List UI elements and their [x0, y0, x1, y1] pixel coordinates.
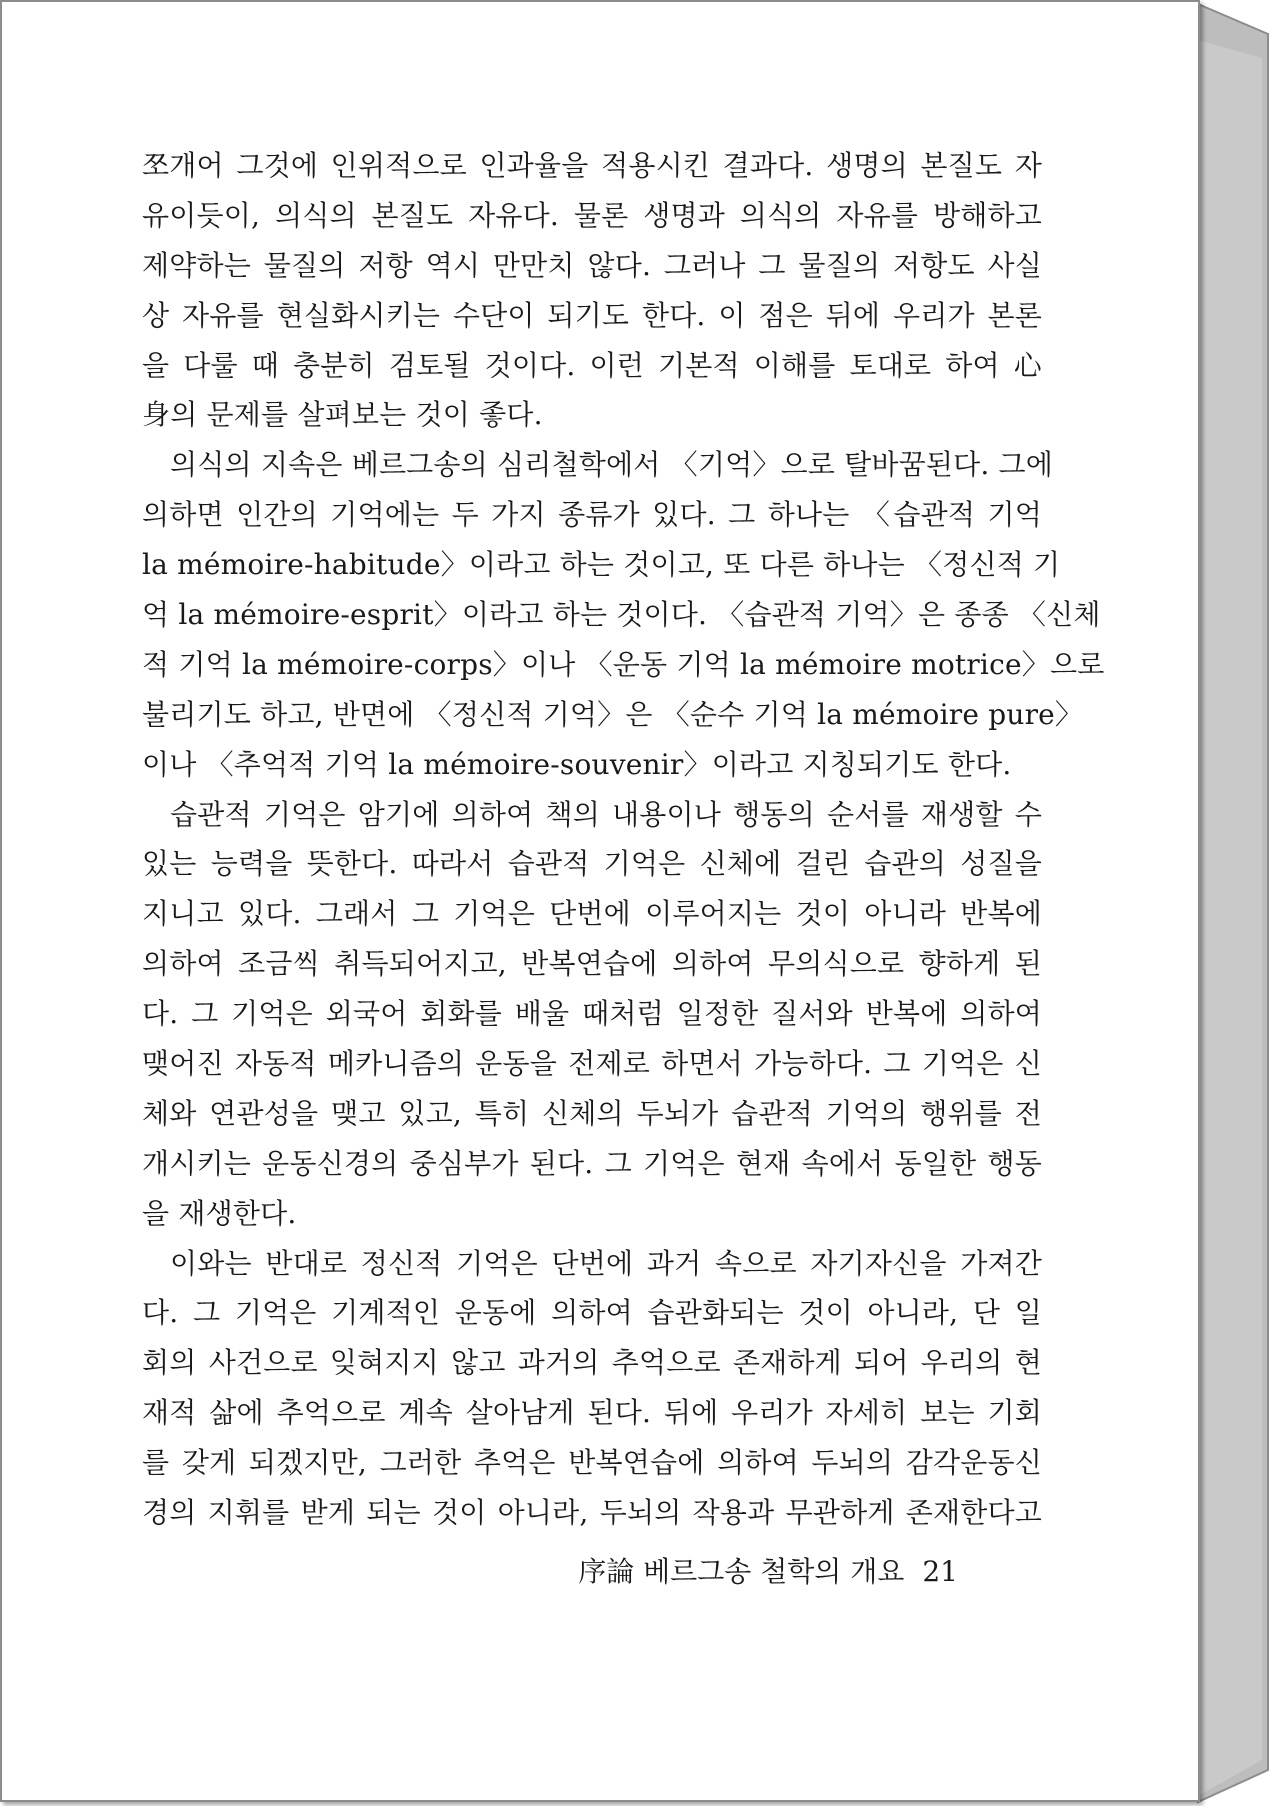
text-line: 제약하는 물질의 저항 역시 만만치 않다. 그러나 그 물질의 저항도 사실	[142, 248, 1042, 282]
text-line: 불리기도 하고, 반면에 〈정신적 기억〉은 〈순수 기억 la mémoire pure〉	[142, 697, 1084, 731]
text-line: 이와는 반대로 정신적 기억은 단번에 과거 속으로 자기자신을 가져간	[170, 1246, 1042, 1280]
page-number: 21	[922, 1555, 958, 1588]
text-line: 을 다룰 때 충분히 검토될 것이다. 이런 기본적 이해를 토대로 하여 心	[142, 348, 1042, 382]
text-line: la mémoire-habitude〉이라고 하는 것이고, 또 다른 하나는 〈정신적 기	[142, 548, 1061, 582]
text-line: 쪼개어 그것에 인위적으로 인과율을 적용시킨 결과다. 생명의 본질도 자	[142, 149, 1042, 182]
text-line: 상 자유를 현실화시키는 수단이 되기도 한다. 이 점은 뒤에 우리가 본론	[142, 298, 1042, 332]
text-line: 이나 〈추억적 기억 la mémoire-souvenir〉이라고 지칭되기도 한다.	[142, 747, 1012, 781]
text-line: 재적 삶에 추억으로 계속 살아남게 된다. 뒤에 우리가 자세히 보는 기회	[142, 1396, 1042, 1430]
text-line: 를 갖게 되겠지만, 그러한 추억은 반복연습에 의하여 두뇌의 감각운동신	[142, 1446, 1042, 1480]
text-line: 있는 능력을 뜻한다. 따라서 습관적 기억은 신체에 걸린 습관의 성질을	[142, 847, 1042, 881]
text-line: 체와 연관성을 맺고 있고, 특히 신체의 두뇌가 습관적 기억의 행위를 전	[142, 1096, 1042, 1130]
text-line: 다. 그 기억은 기계적인 운동에 의하여 습관화되는 것이 아니라, 단 일	[142, 1296, 1042, 1330]
text-line: 의식의 지속은 베르그송의 심리철학에서 〈기억〉으로 탈바꿈된다. 그에	[170, 448, 1054, 482]
text-line: 회의 사건으로 잊혀지지 않고 과거의 추억으로 존재하게 되어 우리의 현	[142, 1346, 1042, 1380]
page-footer	[578, 1550, 958, 1590]
text-line: 지니고 있다. 그래서 그 기억은 단번에 이루어지는 것이 아니라 반복에	[142, 897, 1042, 931]
text-line: 身의 문제를 살펴보는 것이 좋다.	[142, 398, 543, 432]
text-line: 경의 지휘를 받게 되는 것이 아니라, 두뇌의 작용과 무관하게 존재한다고	[142, 1496, 1042, 1530]
text-line: 개시키는 운동신경의 중심부가 된다. 그 기억은 현재 속에서 동일한 행동	[142, 1146, 1042, 1180]
text-line: 의하면 인간의 기억에는 두 가지 종류가 있다. 그 하나는 〈습관적 기억	[142, 498, 1042, 532]
text-line: 을 재생한다.	[142, 1196, 297, 1230]
text-line: 맺어진 자동적 메카니즘의 운동을 전제로 하면서 가능하다. 그 기억은 신	[142, 1047, 1042, 1081]
running-head: 序論 베르그송 철학의 개요	[578, 1555, 905, 1588]
text-line: 유이듯이, 의식의 본질도 자유다. 물론 생명과 의식의 자유를 방해하고	[142, 198, 1042, 232]
text-line: 적 기억 la mémoire-corps〉이나 〈운동 기억 la mémoire motrice〉으로	[142, 647, 1105, 681]
body-text	[142, 141, 1105, 1538]
text-line: 억 la mémoire-esprit〉이라고 하는 것이다. 〈습관적 기억〉은 종종 〈신체	[142, 598, 1101, 632]
text-line: 다. 그 기억은 외국어 회화를 배울 때처럼 일정한 질서와 반복에 의하여	[142, 997, 1042, 1031]
page-edge-inner	[1198, 40, 1262, 1796]
text-line: 의하여 조금씩 취득되어지고, 반복연습에 의하여 무의식으로 향하게 된	[142, 947, 1042, 981]
text-line: 습관적 기억은 암기에 의하여 책의 내용이나 행동의 순서를 재생할 수	[170, 797, 1042, 831]
